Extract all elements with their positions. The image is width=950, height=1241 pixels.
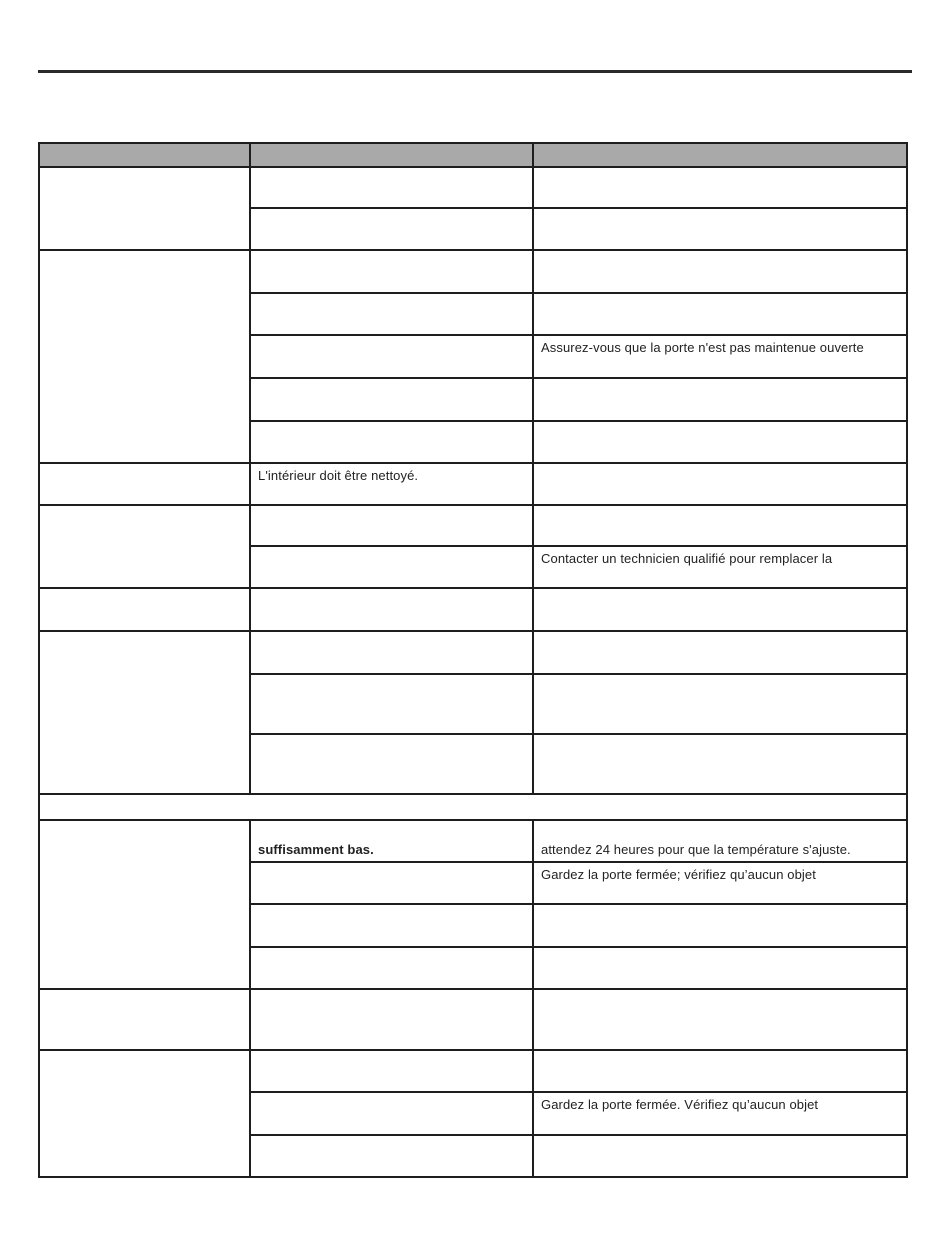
- solution-cell: [533, 463, 907, 505]
- solution-cell: [533, 734, 907, 794]
- solution-text: Contacter un technicien qualifié pour remplacer la: [541, 551, 833, 566]
- cause-text: L'intérieur doit être nettoyé.: [258, 468, 419, 483]
- table-row: [39, 989, 907, 1050]
- problem-cell: [39, 167, 250, 250]
- solution-cell: [533, 1050, 907, 1092]
- table-row: [39, 588, 907, 631]
- problem-cell: [39, 250, 250, 463]
- table-row: [39, 631, 907, 674]
- table-row: [39, 167, 907, 208]
- cause-cell: [250, 1050, 533, 1092]
- solution-cell: [533, 904, 907, 947]
- problem-cell: [39, 989, 250, 1050]
- cause-cell: [250, 208, 533, 250]
- solution-cell: [533, 293, 907, 335]
- cause-cell: [250, 250, 533, 293]
- cause-cell: [250, 904, 533, 947]
- solution-cell: [533, 631, 907, 674]
- header-problem: [39, 143, 250, 167]
- solution-cell: [533, 989, 907, 1050]
- cause-cell: [250, 505, 533, 546]
- cause-cell: [250, 378, 533, 421]
- troubleshooting-table: [38, 142, 908, 1178]
- table-row: [39, 1050, 907, 1092]
- solution-cell: [533, 167, 907, 208]
- cause-cell: [250, 820, 533, 862]
- section-cell: [39, 794, 907, 820]
- solution-text: attendez 24 heures pour que la température s'ajuste.: [541, 842, 851, 857]
- cause-cell: [250, 463, 533, 505]
- solution-cell: [533, 546, 907, 588]
- top-rule: [38, 70, 912, 73]
- problem-cell: [39, 1050, 250, 1177]
- solution-cell: [533, 862, 907, 904]
- problem-cell: [39, 588, 250, 631]
- cause-cell: [250, 1092, 533, 1135]
- cause-cell: [250, 167, 533, 208]
- cause-cell: [250, 674, 533, 734]
- solution-cell: [533, 1092, 907, 1135]
- table-row: [39, 820, 907, 862]
- cause-cell: [250, 734, 533, 794]
- cause-cell: [250, 947, 533, 989]
- solution-cell: [533, 378, 907, 421]
- solution-text: Gardez la porte fermée. Vérifiez qu’aucun objet: [541, 1097, 819, 1112]
- cause-cell: [250, 1135, 533, 1177]
- solution-cell: [533, 1135, 907, 1177]
- problem-cell: [39, 820, 250, 989]
- cause-cell: [250, 989, 533, 1050]
- header-cause: [250, 143, 533, 167]
- table-row: [39, 505, 907, 546]
- solution-cell: [533, 674, 907, 734]
- cause-cell: [250, 631, 533, 674]
- table-row: [39, 250, 907, 293]
- solution-cell: [533, 250, 907, 293]
- solution-cell: [533, 208, 907, 250]
- problem-cell: [39, 463, 250, 505]
- solution-cell: [533, 820, 907, 862]
- table-header-row: [39, 143, 907, 167]
- cause-cell: [250, 546, 533, 588]
- cause-cell: [250, 588, 533, 631]
- header-solution: [533, 143, 907, 167]
- cause-cell: [250, 293, 533, 335]
- section-row: [39, 794, 907, 820]
- solution-cell: [533, 588, 907, 631]
- solution-text: Assurez-vous que la porte n'est pas maintenue ouverte: [541, 340, 864, 355]
- problem-cell: [39, 505, 250, 588]
- cause-text: suffisamment bas.: [258, 842, 374, 857]
- problem-cell: [39, 631, 250, 794]
- cause-cell: [250, 421, 533, 463]
- cause-cell: [250, 862, 533, 904]
- solution-text: Gardez la porte fermée; vérifiez qu’aucun objet: [541, 867, 816, 882]
- cause-cell: [250, 335, 533, 378]
- solution-cell: [533, 947, 907, 989]
- solution-cell: [533, 335, 907, 378]
- solution-cell: [533, 505, 907, 546]
- table-row: [39, 463, 907, 505]
- solution-cell: [533, 421, 907, 463]
